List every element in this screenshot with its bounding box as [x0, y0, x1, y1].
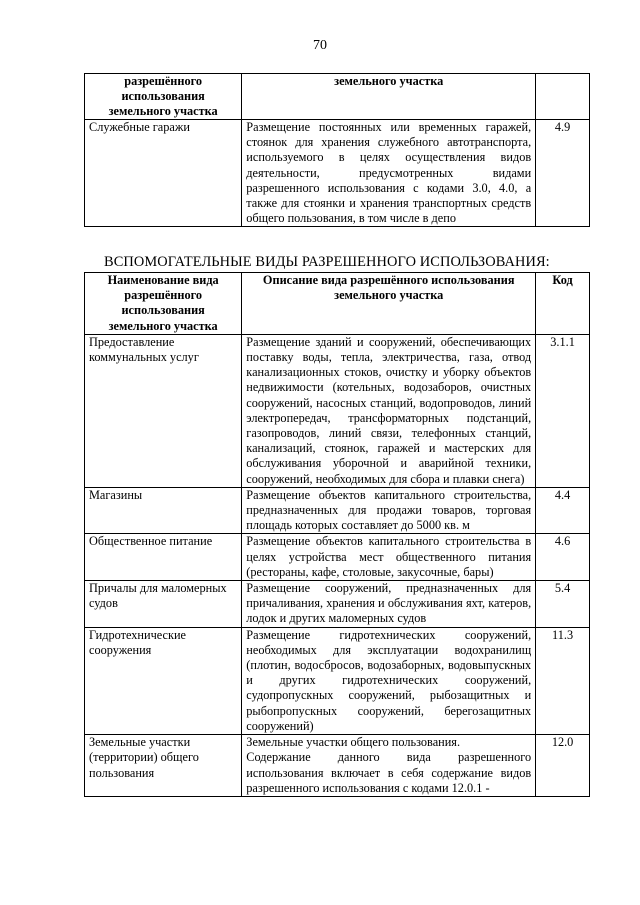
row-code-cell: 5.4	[536, 581, 590, 628]
table-row	[85, 334, 590, 487]
row-code-cell: 11.3	[536, 627, 590, 734]
header-name-cell	[85, 273, 242, 335]
row-name-cell: Служебные гаражи	[85, 120, 242, 227]
header-description-text: земельного участка	[334, 74, 444, 88]
table-header-row	[85, 74, 590, 120]
header-code-cell	[536, 74, 590, 120]
row-name-cell: Общественное питание	[85, 534, 242, 581]
table-row	[85, 581, 590, 628]
header-code-cell	[536, 273, 590, 335]
page-number: 70	[313, 38, 327, 53]
row-name-cell: Земельные участки (территории) общего пользования	[85, 735, 242, 797]
table-row	[85, 120, 590, 227]
row-name-cell: Причалы для маломерных судов	[85, 581, 242, 628]
row-code-cell: 3.1.1	[536, 334, 590, 487]
header-name-text: Наименование вида разрешённого использования земельного участка	[107, 273, 219, 333]
row-name-cell: Магазины	[85, 487, 242, 534]
row-description-cell: Размещение гидротехнических сооружений, необходимых для эксплуатации водохранилищ (плотин, водосбросов, водозаборных, водовыпускных и других гидротехнических сооружений, судопропускных сооружений, рыбозащитных и рыбопропускных сооружений, берегозащитных сооружений)	[242, 627, 536, 734]
row-description-cell: Размещение сооружений, предназначенных для причаливания, хранения и обслуживания яхт, катеров, лодок и других маломерных судов	[242, 581, 536, 628]
row-code-cell: 4.6	[536, 534, 590, 581]
row-code-cell: 4.4	[536, 487, 590, 534]
row-description-cell: Размещение объектов капитального строительства в целях устройства мест общественного питания (рестораны, кафе, столовые, закусочные, бары)	[242, 534, 536, 581]
row-description-cell: Размещение объектов капитального строительства, предназначенных для продажи товаров, торговая площадь которых составляет до 5000 кв. м	[242, 487, 536, 534]
header-name-cell	[85, 74, 242, 120]
table-row	[85, 735, 590, 797]
header-description-text: Описание вида разрешённого использования земельного участка	[262, 273, 515, 303]
row-code-cell: 12.0	[536, 735, 590, 797]
table-header-row	[85, 273, 590, 335]
row-name-cell: Гидротехнические сооружения	[85, 627, 242, 734]
row-name-cell: Предоставление коммунальных услуг	[85, 334, 242, 487]
row-code-cell: 4.9	[536, 120, 590, 227]
row-description-line: Содержание данного вида разрешенного использования включает в себя содержание видов разрешенного использования с кодами 12.0.1 -	[246, 750, 532, 795]
table-row	[85, 487, 590, 534]
header-description-cell	[242, 273, 536, 335]
table-continued	[84, 73, 590, 227]
section-title: ВСПОМОГАТЕЛЬНЫЕ ВИДЫ РАЗРЕШЕННОГО ИСПОЛЬЗОВАНИЯ:	[104, 254, 550, 270]
row-description-cell: Размещение постоянных или временных гаражей, стоянок для хранения служебного автотранспорта, используемого в целях осуществления видов деятельности, предусмотренных видами разрешенного использования с кодами 3.0, 4.0, а также для стоянки и хранения транспортных средств общего пользования, в том числе в депо	[242, 120, 536, 227]
table-row	[85, 534, 590, 581]
row-description-cell	[242, 735, 536, 797]
row-description-cell: Размещение зданий и сооружений, обеспечивающих поставку воды, тепла, электричества, газа, отвод канализационных стоков, очистку и уборку объектов недвижимости (котельных, водозаборов, очистных сооружений, насосных станций, водопроводов, линий электропередач, трансформаторных подстанций, газопроводов, линий связи, телефонных станций, канализаций, стоянок, гаражей и мастерских для обслуживания уборочной и аварийной техники, сооружений, необходимых для сбора и плавки снега)	[242, 334, 536, 487]
table-auxiliary-uses	[84, 272, 590, 797]
header-description-cell	[242, 74, 536, 120]
table-row	[85, 627, 590, 734]
header-code-text: Код	[552, 273, 573, 287]
row-description-line: Земельные участки общего пользования.	[246, 735, 461, 750]
header-name-text: разрешённого использования земельного участка	[108, 74, 218, 118]
